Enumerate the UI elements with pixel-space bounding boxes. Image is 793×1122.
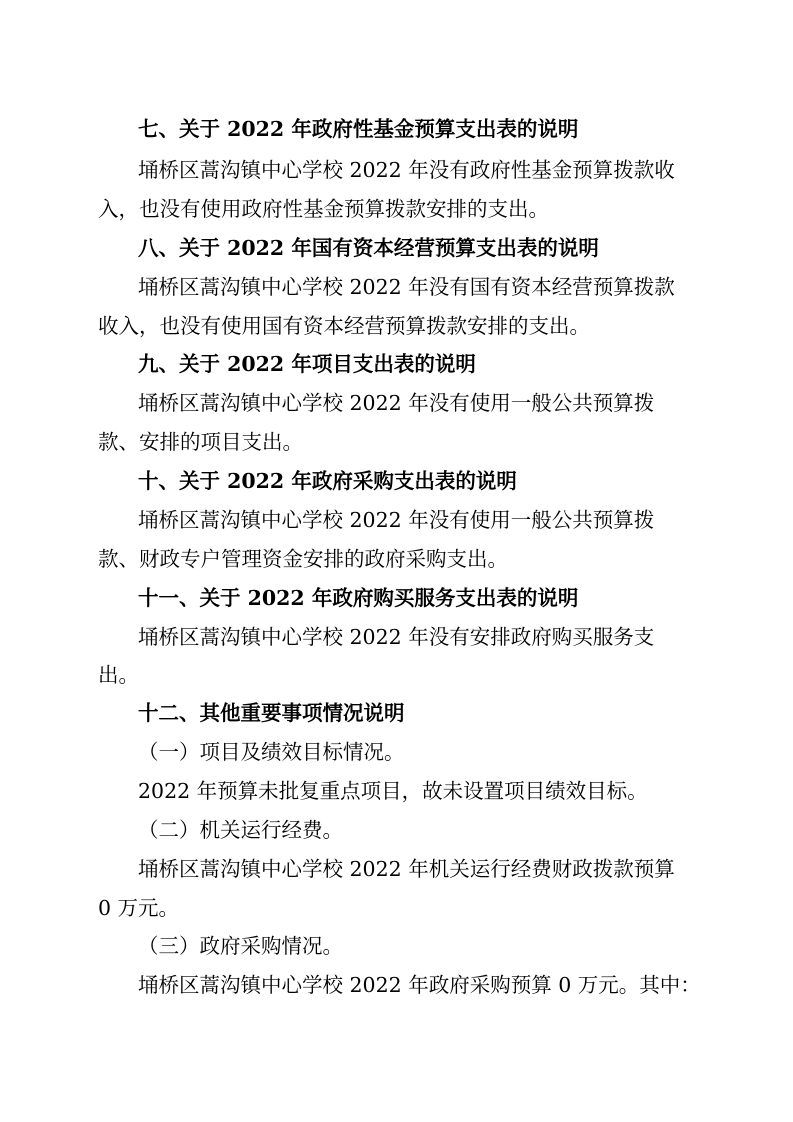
section-12-subheading-3: （三）政府采购情况。 — [138, 934, 343, 958]
section-11-paragraph-line-1: 埇桥区蒿沟镇中心学校 2022 年没有安排政府购买服务支 — [138, 625, 655, 649]
section-11-paragraph-line-2: 出。 — [98, 663, 139, 687]
section-8-paragraph-line-2: 收入，也没有使用国有资本经营预算拨款安排的支出。 — [98, 314, 590, 338]
section-12-sub2-paragraph-line-2: 0 万元。 — [98, 896, 180, 920]
section-9-paragraph-line-1: 埇桥区蒿沟镇中心学校 2022 年没有使用一般公共预算拨 — [138, 391, 655, 415]
section-9-heading: 九、关于 2022 年项目支出表的说明 — [138, 352, 476, 376]
section-12-sub3-paragraph: 埇桥区蒿沟镇中心学校 2022 年政府采购预算 0 万元。其中： — [138, 973, 701, 997]
section-7-paragraph-line-2: 入，也没有使用政府性基金预算拨款安排的支出。 — [98, 197, 549, 221]
section-7-paragraph-line-1: 埇桥区蒿沟镇中心学校 2022 年没有政府性基金预算拨款收 — [138, 158, 675, 182]
section-12-sub1-paragraph: 2022 年预算未批复重点项目，故未设置项目绩效目标。 — [138, 779, 648, 803]
section-10-paragraph-line-2: 款、财政专户管理资金安排的政府采购支出。 — [98, 547, 508, 571]
section-12-subheading-2: （二）机关运行经费。 — [138, 818, 343, 842]
section-12-sub2-paragraph-line-1: 埇桥区蒿沟镇中心学校 2022 年机关运行经费财政拨款预算 — [138, 857, 675, 881]
section-10-heading: 十、关于 2022 年政府采购支出表的说明 — [138, 469, 517, 493]
section-10-paragraph-line-1: 埇桥区蒿沟镇中心学校 2022 年没有使用一般公共预算拨 — [138, 508, 655, 532]
section-12-subheading-1: （一）项目及绩效目标情况。 — [138, 740, 405, 764]
section-8-paragraph-line-1: 埇桥区蒿沟镇中心学校 2022 年没有国有资本经营预算拨款 — [138, 275, 675, 299]
section-12-heading: 十二、其他重要事项情况说明 — [138, 701, 405, 725]
section-11-heading: 十一、关于 2022 年政府购买服务支出表的说明 — [138, 586, 579, 610]
section-8-heading: 八、关于 2022 年国有资本经营预算支出表的说明 — [138, 236, 599, 260]
section-7-heading: 七、关于 2022 年政府性基金预算支出表的说明 — [138, 117, 579, 141]
section-9-paragraph-line-2: 款、安排的项目支出。 — [98, 430, 303, 454]
